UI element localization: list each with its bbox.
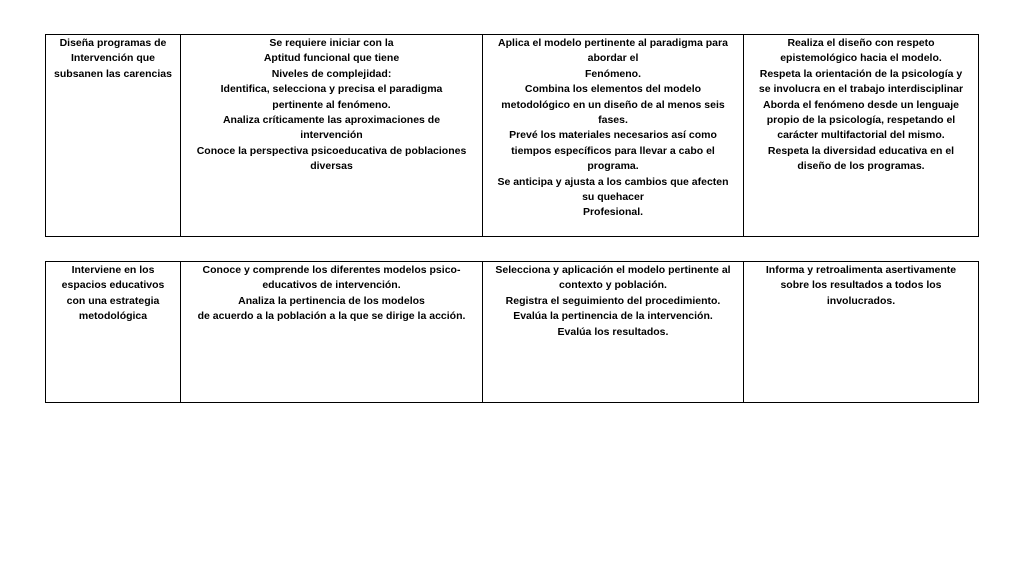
- cell-line: Se anticipa y ajusta a los cambios que afecten: [497, 175, 729, 188]
- cell-line: Analiza críticamente las aproximaciones de: [222, 114, 441, 127]
- cell-line: carácter multifactorial del mismo.: [777, 129, 945, 142]
- cell-line: Conoce la perspectiva psicoeducativa de poblaciones: [196, 144, 467, 157]
- cell-line: Selecciona y aplicación el modelo pertinente al: [495, 264, 731, 276]
- cell-line: Combina los elementos del modelo: [524, 83, 702, 96]
- cell-line: Informa y retroalimenta asertivamente: [765, 264, 957, 276]
- cell-line: Prevé los materiales necesarios así como: [509, 129, 717, 142]
- cell-line: Fenómeno.: [584, 67, 641, 80]
- knowledge-cell: [181, 262, 483, 403]
- cell-line: Profesional.: [582, 206, 644, 219]
- cell-line: Conoce y comprende los diferentes modelos psico-: [202, 264, 461, 276]
- cell-line: Niveles de complejidad:: [271, 67, 392, 80]
- cell-line: se involucra en el trabajo interdisciplinar: [758, 83, 964, 96]
- skills-cell: [483, 262, 744, 403]
- cell-line: metodológica: [78, 310, 148, 323]
- cell-line: Se requiere iniciar con la: [269, 37, 394, 49]
- cell-line: Respeta la orientación de la psicología y: [759, 67, 963, 80]
- cell-line: Aborda el fenómeno desde un lenguaje: [762, 98, 960, 111]
- cell-line: involucrados.: [826, 294, 896, 307]
- cell-line: Evalúa la pertinencia de la intervención.: [513, 310, 713, 323]
- cell-line: Realiza el diseño con respeto: [787, 37, 935, 49]
- cell-line: diseño de los programas.: [797, 160, 925, 173]
- cell-line: Analiza la pertinencia de los modelos: [238, 294, 425, 307]
- table-row: [46, 262, 979, 403]
- attitudes-cell: [744, 262, 979, 403]
- cell-line: contexto y población.: [559, 279, 667, 292]
- cell-line: con una estrategia: [66, 294, 160, 307]
- cell-line: Aplica el modelo pertinente al paradigma para: [498, 37, 728, 49]
- cell-line: abordar el: [587, 52, 639, 65]
- knowledge-cell: [181, 35, 483, 237]
- cell-line: sobre los resultados a todos los: [780, 279, 942, 292]
- competency-table-intervention: [45, 261, 979, 403]
- cell-line: propio de la psicología, respetando el: [766, 114, 956, 127]
- cell-line: Diseña programas de: [59, 37, 167, 49]
- competency-table-design: [45, 34, 979, 237]
- cell-line: subsanen las carencias: [54, 67, 172, 80]
- cell-line: su quehacer: [582, 191, 644, 204]
- cell-line: Intervención que: [70, 52, 155, 65]
- attitudes-cell: [744, 35, 979, 237]
- cell-line: Respeta la diversidad educativa en el: [767, 144, 955, 157]
- competency-cell: [46, 262, 181, 403]
- cell-line: epistemológico hacia el modelo.: [780, 52, 942, 65]
- cell-line: Registra el seguimiento del procedimiento.: [505, 294, 721, 307]
- skills-cell: [483, 35, 744, 237]
- cell-line: Aptitud funcional que tiene: [263, 52, 400, 65]
- cell-line: tiempos específicos para llevar a cabo el: [511, 144, 715, 157]
- cell-line: Interviene en los: [71, 264, 155, 276]
- table-row: [46, 35, 979, 237]
- cell-line: Identifica, selecciona y precisa el paradigma: [220, 83, 443, 96]
- cell-line: espacios educativos: [61, 279, 165, 292]
- cell-line: intervención: [300, 129, 363, 142]
- cell-line: diversas: [310, 160, 353, 173]
- cell-line: educativos de intervención.: [262, 279, 401, 292]
- cell-line: de acuerdo a la población a la que se dirige la acción.: [197, 310, 466, 323]
- cell-line: Evalúa los resultados.: [557, 325, 669, 338]
- cell-line: fases.: [598, 114, 628, 127]
- cell-line: metodológico en un diseño de al menos seis: [501, 98, 725, 111]
- cell-line: programa.: [587, 160, 639, 173]
- competency-cell: [46, 35, 181, 237]
- cell-line: pertinente al fenómeno.: [272, 98, 391, 111]
